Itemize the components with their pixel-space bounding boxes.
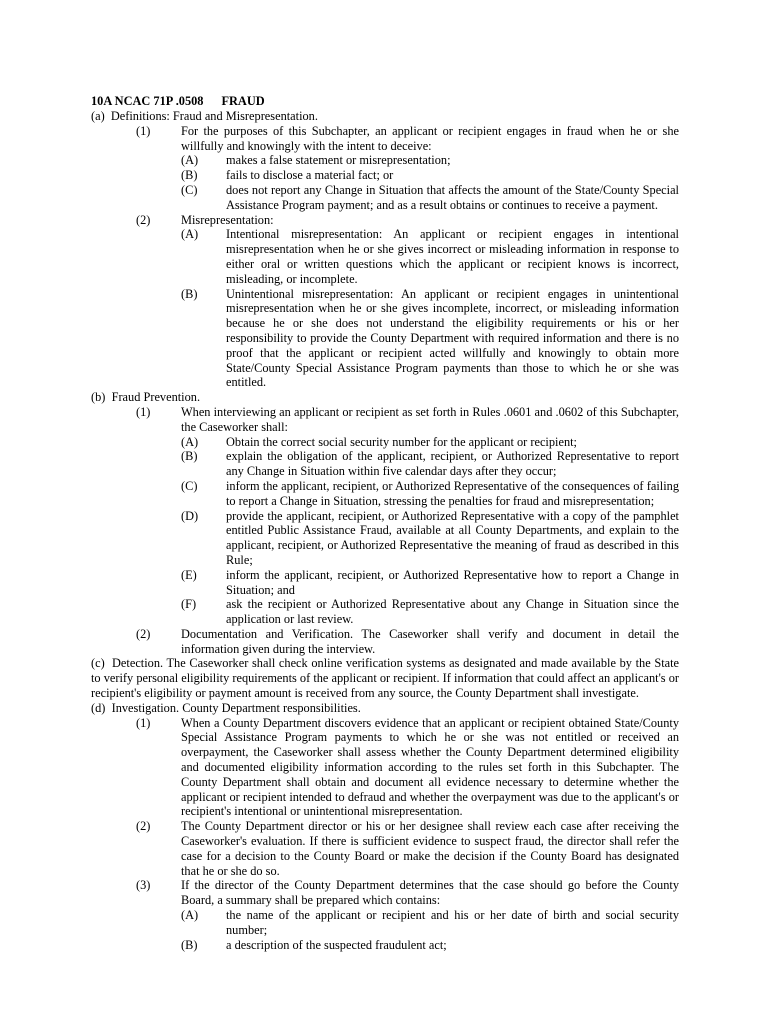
subparagraph-letter: (A) xyxy=(181,227,199,242)
section-text: Investigation. County Department responsibilities. xyxy=(111,700,361,715)
paragraph-number: (2) xyxy=(136,212,151,227)
rule-heading xyxy=(91,94,679,109)
subparagraph-letter: (C) xyxy=(181,182,198,197)
paragraph-text: Misrepresentation: xyxy=(181,212,274,227)
subparagraph-letter: (B) xyxy=(181,286,198,301)
section-text: Definitions: Fraud and Misrepresentation. xyxy=(110,109,318,123)
document-page xyxy=(91,94,679,952)
subparagraph-item xyxy=(91,227,679,286)
rule-citation: 10A NCAC 71P .0508 xyxy=(91,94,204,108)
section-d xyxy=(91,701,679,953)
subparagraph-letter: (A) xyxy=(181,153,199,168)
subparagraph-text: explain the obligation of the applicant, recipient, or Authorized Representative to report any Change in Situation within five calendar days after they occur; xyxy=(226,449,679,479)
subparagraph-item xyxy=(91,168,679,183)
paragraph-item xyxy=(91,878,679,908)
paragraph-text: Documentation and Verification. The Caseworker shall verify and document in detail the information given during the interview. xyxy=(181,626,679,656)
subparagraph-text: fails to disclose a material fact; or xyxy=(226,168,394,183)
subparagraph-item xyxy=(91,938,679,953)
subparagraph-text: a description of the suspected fraudulent act; xyxy=(226,937,447,952)
section-title xyxy=(91,390,679,405)
section-text: Fraud Prevention. xyxy=(111,390,201,405)
subparagraph-letter: (C) xyxy=(181,478,198,493)
subparagraph-letter: (B) xyxy=(181,449,198,464)
subparagraph-item xyxy=(91,449,679,479)
subparagraph-text: makes a false statement or misrepresentation; xyxy=(226,153,451,168)
subparagraph-text: does not report any Change in Situation that affects the amount of the State/County Special Assistance Program payment; and as a result obtains or continues to receive a payment. xyxy=(226,182,679,212)
subparagraph-letter: (A) xyxy=(181,908,199,923)
subparagraph-text: inform the applicant, recipient, or Authorized Representative of the consequences of failing to report a Change in Situation, stressing the penalties for fraud and misrepresentation; xyxy=(226,478,679,508)
paragraph-number: (3) xyxy=(136,878,151,893)
section-label: (d) xyxy=(91,700,106,715)
subparagraph-text: ask the recipient or Authorized Representative about any Change in Situation since the application or last review. xyxy=(226,597,679,627)
paragraph-number: (2) xyxy=(136,819,151,834)
subparagraph-item xyxy=(91,435,679,450)
subparagraph-letter: (E) xyxy=(181,567,197,582)
subparagraph-text: the name of the applicant or recipient and his or her date of birth and social security number; xyxy=(226,908,679,937)
section-label: (a) xyxy=(91,109,105,123)
subparagraph-text: inform the applicant, recipient, or Authorized Representative how to report a Change in Situation; and xyxy=(226,567,679,597)
subparagraph-item xyxy=(91,908,679,938)
paragraph-item xyxy=(91,124,679,154)
paragraph-text: When a County Department discovers evidence that an applicant or recipient obtained State/County Special Assistance Program payments to which he or she was not entitled or received an overpayment, the Caseworker shall assess whether the County Department determined eligibility and documented eligibility information according to the rules set forth in this Subchapter. The County Department shall obtain and document all evidence necessary to determine whether the applicant or recipient intended to defraud and whether the overpayment was due to the applicant's or recipient's intentional or unintentional misrepresentation. xyxy=(181,715,679,819)
subparagraph-item xyxy=(91,479,679,509)
subparagraph-text: Obtain the correct social security number for the applicant or recipient; xyxy=(226,434,577,449)
subparagraph-letter: (B) xyxy=(181,168,198,183)
section-b xyxy=(91,390,679,656)
rule-title: FRAUD xyxy=(221,94,265,108)
subparagraph-item xyxy=(91,509,679,568)
section-title xyxy=(91,109,679,124)
subparagraph-item xyxy=(91,287,679,391)
subparagraph-item xyxy=(91,153,679,168)
paragraph-item xyxy=(91,405,679,435)
paragraph-number: (1) xyxy=(136,715,151,730)
paragraph-item xyxy=(91,716,679,820)
subparagraph-letter: (D) xyxy=(181,508,199,523)
subparagraph-letter: (F) xyxy=(181,597,197,612)
paragraph-text: If the director of the County Department determines that the case should go before the County Board, a summary shall be prepared which contains: xyxy=(181,878,679,908)
subparagraph-text: Intentional misrepresentation: An applicant or recipient engages in intentional misrepresentation when he or she gives incorrect or misleading information in response to either oral or written questions which the applicant or recipient knows is incorrect, misleading, or incomplete. xyxy=(226,227,679,286)
subparagraph-item xyxy=(91,183,679,213)
paragraph-number: (1) xyxy=(136,404,151,419)
section-title xyxy=(91,701,679,716)
section-label: (b) xyxy=(91,390,106,405)
paragraph-text: For the purposes of this Subchapter, an applicant or recipient engages in fraud when he or she willfully and knowingly with the intent to deceive: xyxy=(181,123,679,153)
paragraph-text: The County Department director or his or her designee shall review each case after receiving the Caseworker's evaluation. If there is sufficient evidence to suspect fraud, the director shall refer the case for a decision to the County Board or make the decision if the County Board has designated that he or she do so. xyxy=(181,819,679,878)
section-c xyxy=(91,656,679,700)
section-text: Detection. The Caseworker shall check online verification systems as designated and made available by the State to verify personal eligibility requirements of the applicant or recipient. If information that could affect an applicant's or recipient's eligibility or payment amount is received from any source, the County Department shall investigate. xyxy=(91,656,680,701)
subparagraph-letter: (B) xyxy=(181,937,198,952)
paragraph-item xyxy=(91,819,679,878)
paragraph-item xyxy=(91,627,679,657)
subparagraph-letter: (A) xyxy=(181,434,199,449)
section-title xyxy=(91,656,679,700)
paragraph-item xyxy=(91,213,679,228)
rule-body xyxy=(91,109,679,952)
paragraph-number: (2) xyxy=(136,626,151,641)
paragraph-number: (1) xyxy=(136,123,151,138)
subparagraph-item xyxy=(91,597,679,627)
paragraph-text: When interviewing an applicant or recipient as set forth in Rules .0601 and .0602 of this Subchapter, the Caseworker shall: xyxy=(181,404,679,434)
section-label: (c) xyxy=(91,656,105,671)
subparagraph-item xyxy=(91,568,679,598)
subparagraph-text: Unintentional misrepresentation: An applicant or recipient engages in unintentional misrepresentation when he or she gives incomplete, incorrect, or misleading information because he or she does not understand the eligibility requirements or his or her responsibility to provide the County Department with required information and there is no proof that the applicant or recipient acted willfully and knowingly to obtain more State/County Special Assistance Program payments than those to which he or she was entitled. xyxy=(226,286,679,390)
subparagraph-text: provide the applicant, recipient, or Authorized Representative with a copy of the pamphlet entitled Public Assistance Fraud, available at all County Departments, and explain to the applicant, recipient, or Authorized Representative the meaning of fraud as described in this Rule; xyxy=(226,508,679,567)
section-a xyxy=(91,109,679,390)
